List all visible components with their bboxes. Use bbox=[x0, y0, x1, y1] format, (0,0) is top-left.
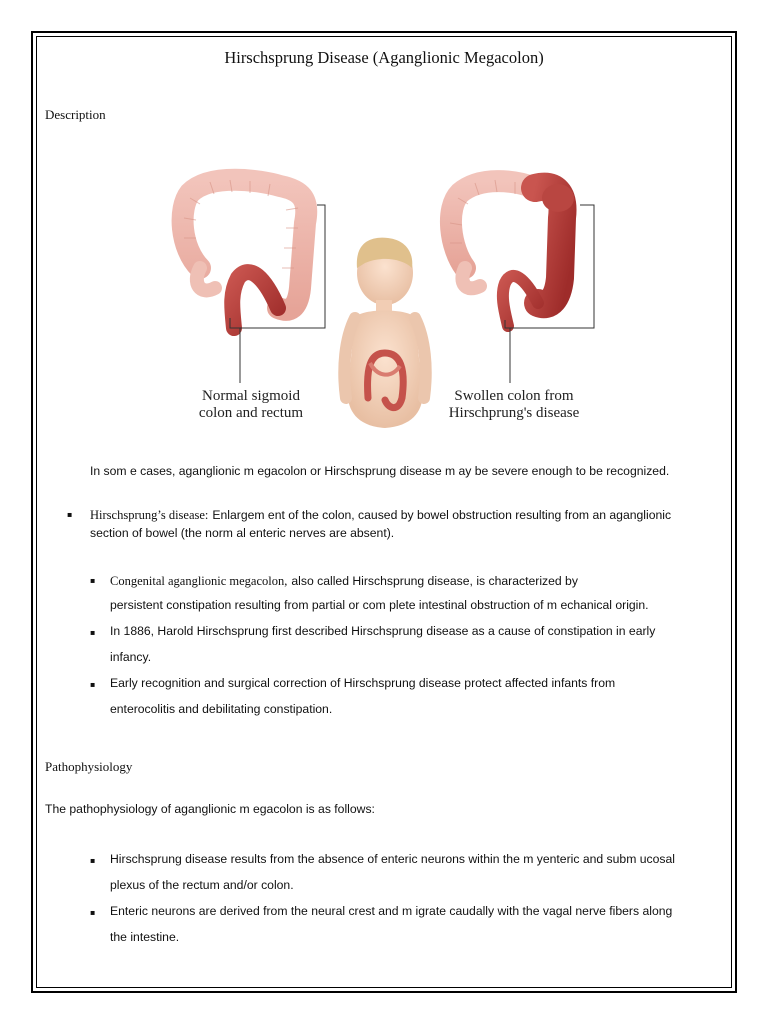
patho-bullet-2-line1: Enteric neurons are derived from the neural crest and m igrate caudally with the vagal nerve fibers along bbox=[110, 904, 673, 918]
pathophysiology-intro: The pathophysiology of aganglionic m egacolon is as follows: bbox=[45, 802, 375, 816]
hirschsprung-illustration bbox=[170, 168, 610, 433]
definition-text-line1: Enlargem ent of the colon, caused by bowel obstruction resulting from an aganglionic bbox=[212, 508, 672, 522]
bullet-marker: ▪ bbox=[90, 856, 96, 865]
sub-bullet-1-lead: Congenital aganglionic megacolon, bbox=[110, 574, 288, 588]
patho-bullet-1-line2: plexus of the rectum and/or colon. bbox=[110, 878, 294, 892]
bullet-marker: ▪ bbox=[67, 510, 73, 519]
bullet-marker: ▪ bbox=[90, 628, 96, 637]
document-title: Hirschsprung Disease (Aganglionic Megacolon) bbox=[224, 48, 544, 67]
definition-item bbox=[90, 506, 671, 524]
bullet-marker: ▪ bbox=[90, 908, 96, 917]
patho-bullet-1-line1: Hirschsprung disease results from the absence of enteric neurons within the m yenteric and subm ucosal bbox=[110, 852, 675, 866]
definition-term: Hirschsprung’s disease: bbox=[90, 508, 209, 522]
bullet-marker: ▪ bbox=[90, 576, 96, 585]
patho-bullet-2-line2: the intestine. bbox=[110, 930, 180, 944]
definition-text-line2: section of bowel (the norm al enteric nerves are absent). bbox=[90, 526, 395, 540]
sub-bullet-2-line1: In 1886, Harold Hirschsprung first described Hirschsprung disease as a cause of constipation in early bbox=[110, 624, 656, 638]
sub-bullet-3-line1: Early recognition and surgical correction of Hirschsprung disease protect affected infants from bbox=[110, 676, 616, 690]
caption-normal-colon: Normal sigmoid colon and rectum bbox=[198, 388, 304, 421]
sub-bullet-2-line2: infancy. bbox=[110, 650, 152, 664]
sub-bullet-1-line2: persistent constipation resulting from partial or com plete intestinal obstruction of m echanical origin. bbox=[110, 598, 649, 612]
sub-bullet-1-line1: Congenital aganglionic megacolon, also called Hirschsprung disease, is characterized by bbox=[110, 574, 578, 588]
caption-swollen-colon: Swollen colon from Hirschprung's disease bbox=[448, 388, 580, 421]
swollen-colon-figure bbox=[450, 180, 594, 383]
section-heading-description: Description bbox=[45, 107, 106, 122]
bullet-marker: ▪ bbox=[90, 680, 96, 689]
child-figure bbox=[344, 238, 425, 428]
normal-colon-figure bbox=[183, 180, 325, 383]
intro-sentence: In som e cases, aganglionic m egacolon or Hirschsprung disease m ay be severe enough to be recognized. bbox=[90, 464, 670, 478]
section-heading-pathophysiology: Pathophysiology bbox=[45, 759, 133, 774]
sub-bullet-3-line2: enterocolitis and debilitating constipation. bbox=[110, 702, 333, 716]
